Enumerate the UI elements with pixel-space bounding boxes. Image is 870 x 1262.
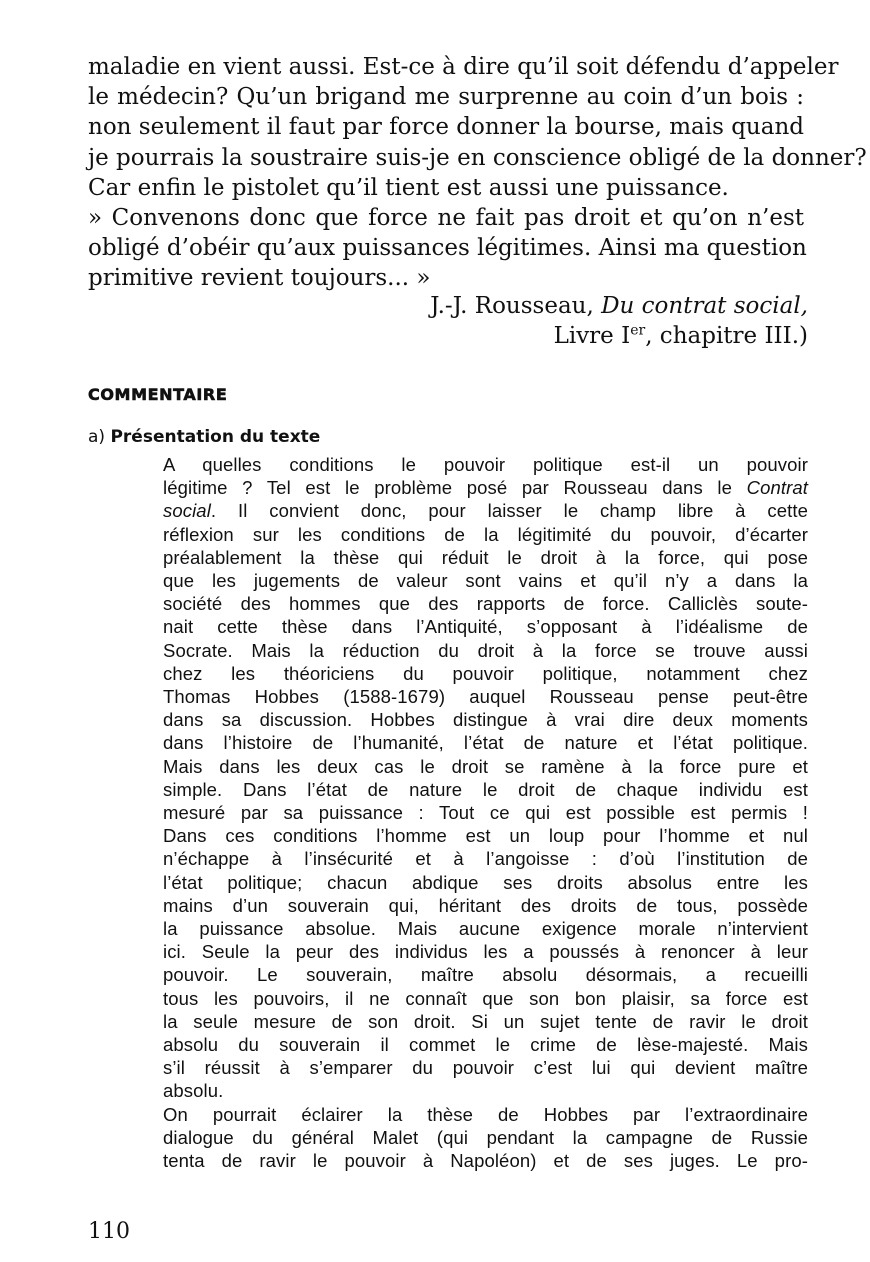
page-number: 110	[88, 1219, 130, 1244]
body-line: réflexion sur les conditions de la légitimité du pouvoir, d’écarter	[163, 523, 808, 545]
body-line: Dans ces conditions l’homme est un loup pour l’homme et nul	[163, 825, 808, 847]
body-line: chez les théoriciens du pouvoir politique, notamment chez	[163, 662, 808, 684]
body-line: nait cette thèse dans l’Antiquité, s’opposant à l’idéalisme de	[163, 616, 808, 638]
source-author: J.-J. Rousseau,	[430, 293, 594, 319]
quotation-block	[88, 52, 867, 294]
body-line: absolu du souverain il commet le crime de lèse-majesté. Mais	[163, 1034, 808, 1056]
body-line: A quelles conditions le pouvoir politique est-il un pouvoir	[163, 454, 808, 475]
body-line	[163, 476, 808, 499]
body-line-text: . Il convient donc, pour laisser le champ libre à cette	[210, 500, 808, 522]
subsection-heading	[88, 427, 320, 447]
quote-line: non seulement il faut par force donner la bourse, mais quand	[88, 114, 804, 141]
body-line: s’il réussit à s’emparer du pouvoir c’est lui qui devient maître	[163, 1057, 808, 1079]
body-line	[163, 499, 808, 522]
quote-line: » Convenons donc que force ne fait pas droit et qu’on n’est	[88, 205, 804, 232]
body-line: dialogue du général Malet (qui pendant la campagne de Russie	[163, 1126, 808, 1148]
body-line: Socrate. Mais la réduction du droit à la force se trouve aussi	[163, 639, 808, 661]
body-line: que les jugements de valeur sont vains et qu’il n’y a dans la	[163, 570, 808, 592]
body-line: simple. Dans l’état de nature le droit de chaque individu est	[163, 778, 808, 800]
body-line-italic: social	[163, 500, 211, 522]
quote-line: obligé d’obéir qu’aux puissances légitimes. Ainsi ma question	[88, 235, 807, 262]
quote-line: je pourrais la soustraire suis-je en conscience obligé de la donner?	[88, 144, 867, 171]
source-work: Du contrat social,	[601, 293, 808, 319]
source-book: Livre I	[553, 323, 631, 349]
body-line: préalablement la thèse qui réduit le droit à la force, qui pose	[163, 546, 808, 568]
commentary-body	[163, 453, 808, 1172]
body-line: Mais dans les deux cas le droit se ramène à la force pure et	[163, 755, 808, 777]
body-line: la puissance absolue. Mais aucune exigence morale n’intervient	[163, 918, 808, 940]
body-line-text: légitime ? Tel est le problème posé par Rousseau dans le	[163, 477, 747, 499]
body-line: société des hommes que des rapports de force. Calliclès soute-	[163, 593, 808, 615]
quote-source	[430, 291, 808, 351]
body-line: la seule mesure de son droit. Si un sujet tente de ravir le droit	[163, 1010, 808, 1032]
quote-line: maladie en vient aussi. Est-ce à dire qu’il soit défendu d’appeler	[88, 54, 839, 80]
body-line: dans l’histoire de l’humanité, l’état de nature et l’état politique.	[163, 732, 808, 754]
body-line: tenta de ravir le pouvoir à Napoléon) et de ses juges. Le pro-	[163, 1150, 808, 1172]
source-line-author	[430, 291, 808, 321]
quote-line: primitive revient toujours... »	[88, 265, 431, 292]
body-line: n’échappe à l’insécurité et à l’angoisse : d’où l’institution de	[163, 848, 808, 870]
subsection-title: Présentation du texte	[110, 427, 321, 447]
source-book-sup: er	[630, 322, 646, 339]
body-line: ici. Seule la peur des individus les a poussés à renoncer à leur	[163, 941, 808, 963]
body-line: dans sa discussion. Hobbes distingue à vrai dire deux moments	[163, 709, 808, 731]
body-line: mesuré par sa puissance : Tout ce qui est possible est permis !	[163, 802, 808, 824]
source-line-reference	[430, 321, 808, 351]
body-line: Thomas Hobbes (1588-1679) auquel Rousseau pense peut-être	[163, 686, 808, 708]
body-line-italic: Contrat	[746, 477, 808, 499]
quote-line: Car enfin le pistolet qu’il tient est aussi une puissance.	[88, 174, 729, 201]
subsection-marker: a)	[88, 427, 106, 447]
body-line: On pourrait éclairer la thèse de Hobbes par l’extraordinaire	[163, 1103, 808, 1125]
body-line: mains d’un souverain qui, héritant des droits de tous, possède	[163, 894, 808, 916]
body-line: absolu.	[163, 1080, 224, 1102]
body-line: l’état politique; chacun abdique ses droits absolus entre les	[163, 871, 808, 893]
body-line: pouvoir. Le souverain, maître absolu désormais, a recueilli	[163, 964, 808, 986]
body-line: tous les pouvoirs, il ne connaît que son bon plaisir, sa force est	[163, 987, 808, 1009]
section-title: COMMENTAIRE	[88, 385, 228, 404]
source-chapter: , chapitre III.)	[645, 323, 808, 349]
quote-line: le médecin? Qu’un brigand me surprenne au coin d’un bois :	[88, 84, 804, 111]
